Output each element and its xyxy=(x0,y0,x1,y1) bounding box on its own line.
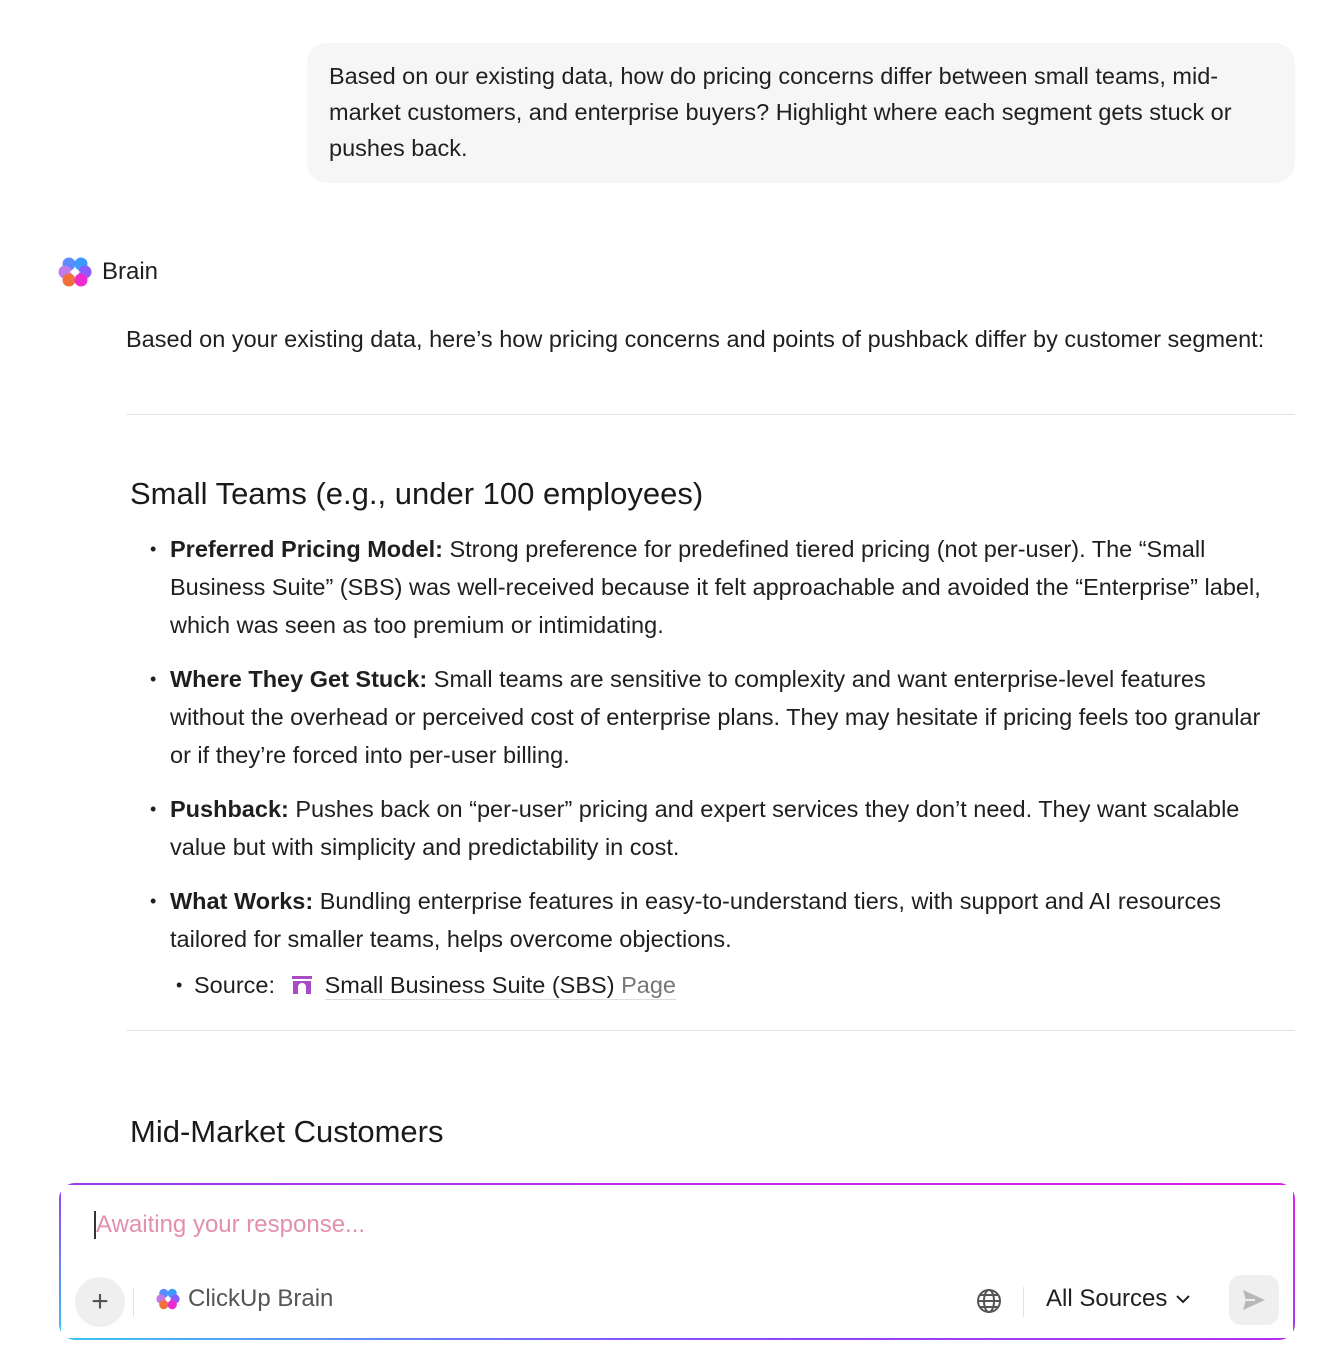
page-icon xyxy=(292,976,312,994)
list-item xyxy=(150,882,1280,1004)
bullet-text: Small teams are sensitive to complexity and want enterprise-level features without the overhead or perceived cost of enterprise plans. They may hesitate if pricing feels too granular or if they’re forced into per-user billing. xyxy=(170,666,1261,768)
bullet-label: What Works: xyxy=(170,888,314,914)
list-item xyxy=(150,530,1280,644)
bullet-text: Pushes back on “per-user” pricing and expert services they don’t need. They want scalable value but with simplicity and predictability in cost. xyxy=(170,796,1240,860)
separator xyxy=(133,1287,134,1317)
brain-logo-icon xyxy=(156,1287,180,1311)
user-message-bubble: Based on our existing data, how do pricing concerns differ between small teams, mid-market customers, and enterprise buyers? Highlight where each segment gets stuck or pushes back. xyxy=(307,43,1295,183)
send-button[interactable] xyxy=(1229,1275,1279,1325)
chevron-down-icon xyxy=(1175,1294,1191,1304)
globe-icon[interactable] xyxy=(976,1288,1002,1314)
assistant-name: Brain xyxy=(102,258,159,285)
model-label: ClickUp Brain xyxy=(188,1285,334,1312)
bullet-text: Strong preference for predefined tiered pricing (not per-user). The “Small Business Suite” (SBS) was well-received because it felt approachable and avoided the “Enterprise” label, which was seen as too premium or intimidating. xyxy=(170,536,1261,638)
source-link-title[interactable]: Small Business Suite (SBS) xyxy=(324,972,615,998)
separator xyxy=(1023,1287,1024,1317)
list-item xyxy=(150,660,1280,774)
divider xyxy=(126,414,1295,415)
sources-dropdown[interactable] xyxy=(1046,1285,1191,1313)
plus-icon: + xyxy=(91,1285,109,1318)
section-heading: Small Teams (e.g., under 100 employees) xyxy=(130,476,704,511)
message-input[interactable]: Awaiting your response... xyxy=(96,1211,366,1238)
bullet-list xyxy=(150,530,1280,1004)
assistant-header xyxy=(58,255,158,289)
bullet-text: Bundling enterprise features in easy-to-understand tiers, with support and AI resources tailored for smaller teams, helps overcome objections. xyxy=(170,888,1222,952)
sources-label: All Sources xyxy=(1046,1285,1168,1312)
chat-composer xyxy=(59,1183,1295,1340)
source-link[interactable] xyxy=(325,972,676,1000)
source-item xyxy=(150,966,1280,1004)
assistant-intro: Based on your existing data, here’s how pricing concerns and points of pushback differ by customer segment: xyxy=(126,326,1265,352)
send-icon xyxy=(1241,1288,1267,1312)
list-item xyxy=(150,790,1280,866)
bullet-label: Where They Get Stuck: xyxy=(170,666,428,692)
source-label: Source: xyxy=(194,972,275,998)
add-attachment-button[interactable] xyxy=(75,1277,125,1327)
bullet-label: Preferred Pricing Model: xyxy=(170,536,443,562)
source-type: Page xyxy=(621,972,676,998)
divider xyxy=(126,1030,1295,1031)
model-selector[interactable] xyxy=(156,1285,333,1313)
brain-logo-icon xyxy=(58,255,92,289)
section-heading: Mid-Market Customers xyxy=(130,1114,444,1149)
bullet-label: Pushback: xyxy=(170,796,289,822)
